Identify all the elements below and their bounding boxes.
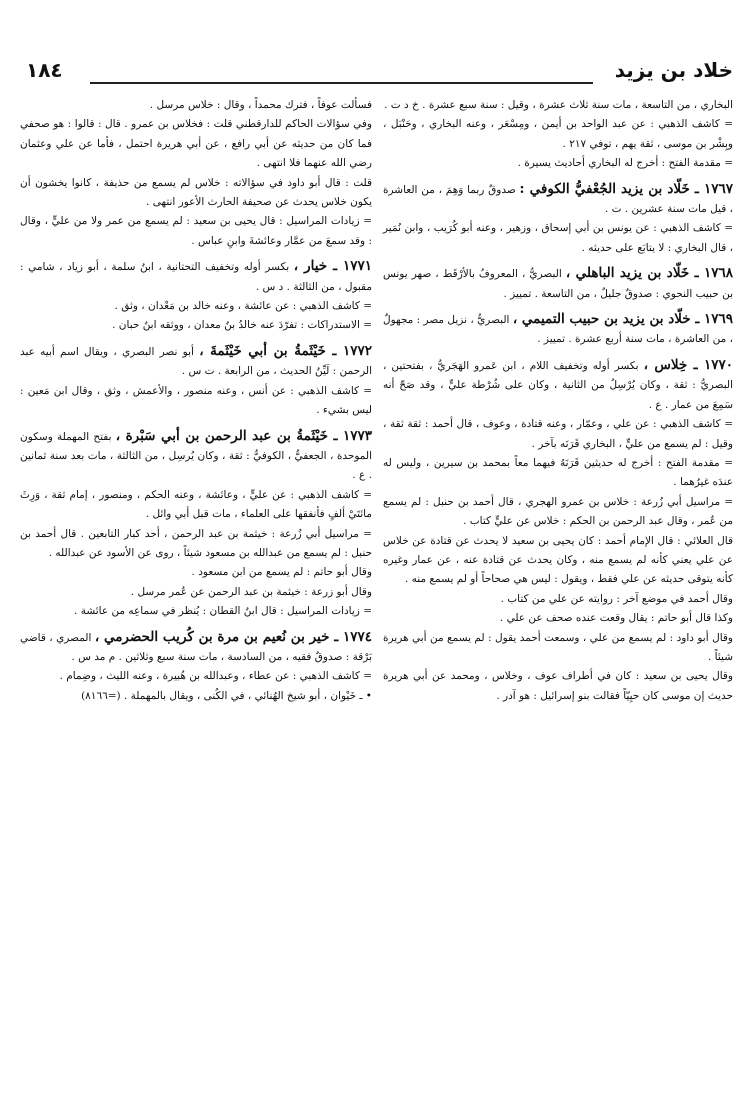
- entry-title: ١٧٦٧ ـ خَلّاد بن يزيد الجُعْفيُّ الكوفي :: [519, 180, 734, 197]
- entry-paragraph: [383, 180, 733, 220]
- entry-title: ١٧٧١ ـ خيار ،: [293, 258, 373, 275]
- entry-title: ١٧٧٢ ـ خَيْثَمةُ بن أبي خَيْثَمةَ ،: [199, 342, 372, 359]
- text-paragraph: = كاشف الذهبي : عن عبد الواحد بن أيمن ، ومِسْعَر ، وعنه البخاري ، وحَنْبَل ، وبِشْر بن موسى ، ثقة يهم ، توفي ٢١٧ .: [383, 118, 733, 150]
- entry-title: ١٧٧٣ ـ خَيْثَمةُ بن عبد الرحمن بن أبي سَبْرة ،: [115, 427, 372, 444]
- text-paragraph: = الاستدراكات : تفرّدَ عنه خالدُ بنُ معدان ، ووثقه ابنُ حبان .: [112, 319, 372, 332]
- text-paragraph: = كاشف الذهبي : عن أنس ، وعنه منصور ، والأعمش ، وثق ، وقال ابن مَعين : ليس بشيء .: [20, 384, 372, 417]
- text-paragraph: = كاشف الذهبي : عن عائشة ، وعنه خالد بن مَعْدان ، وثق .: [114, 300, 372, 313]
- entry-text: صدوقٌ ربما وَهِمَ ، من العاشرة ، قيل مات سنة عشرين . ت .: [383, 183, 733, 216]
- entry-text: بفتح المهملة وسكون الموحدة ، الجعفيُّ ، الكوفيُّ : ثقة ، وكان يُرسِل ، من الثالثة ، مات بعد سنة ثمانين . ع .: [20, 430, 372, 482]
- right-column: [383, 96, 733, 706]
- entry-text: بكسر أوله وتخفيف اللام ، ابن عَمرو الهَجَريُّ ، بفتحتين ، البصريُّ : ثقة ، وكان يُرْسِلُ من الثانية ، وكان على شُرْطة عليٍّ ، وقد صَحّ أنه سَمِعَ من عمار . ع .: [383, 359, 733, 411]
- text-paragraph: وقال أبو زرعة : خيثمة بن عبد الرحمن عن عُمر مرسل .: [130, 585, 372, 598]
- entry-text: البصريُّ ، المعروفُ بالأرْقَط ، صهر يونس بن حبيب النحوي : صدوقٌ جليلٌ ، من التاسعة . تمييز .: [383, 268, 733, 300]
- entry-text: بكسر أوله وتخفيف التحتانية ، ابنُ سلمة ، أبو زياد ، شامي : مقبول ، من الثالثة . د س .: [20, 261, 372, 293]
- text-paragraph: وقال أبو حاتم : لم يسمع من ابن مسعود .: [191, 566, 372, 579]
- text-paragraph: وفي سؤالات الحاكم للدارقطني قلت : فخلاس بن عمرو . قال : قالوا : هو صحفي فما كان من حديثه عن أبي رافع ، عن أبي هريرة احتمل ، فأما عن علي وعثمان رضي الله عنهما فلا انتهى .: [20, 118, 372, 170]
- entry-paragraph: [383, 264, 733, 304]
- text-paragraph: = زيادات المراسيل : قال ابنُ القطان : يُنظر في سماعِه من عائشة .: [74, 605, 372, 618]
- text-paragraph: وقال يحيى بن سعيد : كان في أطراف عوف ، وخلاس ، ومحمد عن أبي هريرة حديث إن موسى كان حيِيّاً فقالت بنو إسرائيل : هو آدر .: [383, 670, 733, 702]
- entry-title: ١٧٦٩ ـ خلّاد بن يزيد بن حبيب التميمي ،: [512, 311, 733, 328]
- text-paragraph: البخاري ، من التاسعة ، مات سنة ثلاث عشرة ، وقيل : سنة سبع عشرة . خ د ت .: [384, 99, 733, 111]
- text-paragraph: = مراسيل أبي زُرعة : خيثمة بن عبد الرحمن ، أحد كبار التابعين . قال أحمد بن حنبل : لم يسمع من عبدالله بن مسعود شيئاً ، روى عن الأسود عن عبدالله .: [20, 527, 372, 559]
- text-paragraph: = كاشف الذهبي : عن عليٍّ ، وعائشة ، وعنه الحكم ، ومنصور ، إمام ثقة ، وَرِثَ مائتَيْ ألفٍ فأنفقها على العلماء ، مات قبل أبي وائل .: [20, 488, 372, 521]
- text-paragraph: قال العلائي : قال الإمام أحمد : كان يحيى بن سعيد لا يحدث عن قتادة عن خلاس عن علي يعني كأنه لم يسمع منه ، وكان يحدث عن قتادة عنه ، عن عمار وغيره كأنه يتوقى حديثه عن علي فقط ، ويقول : ليس هي صحاحاً أو لم يسمع منه .: [383, 534, 733, 586]
- text-paragraph: = مراسيل أبي زُرعة : خلاس بن عمرو الهجري ، قال أحمد بن حنبل : لم يسمع من عُمر ، وقال عبد الرحمن بن الحكم : خلاس عن عليٍّ كتاب .: [383, 495, 733, 528]
- text-paragraph: • ـ خَيْوان ، أبو شيخ الهُنائي ، في الكُنى ، ويقال بالمهملة . (=٨١٦٦): [81, 689, 372, 702]
- entry-paragraph: [20, 257, 372, 297]
- text-paragraph: = زيادات المراسيل : قال يحيى بن سعيد : لم يسمع من عمر ولا من عليٍّ ، وقال : وقد سمعَ من عمَّار وعائشةَ وابنِ عباس .: [20, 215, 372, 247]
- entry-title: ١٧٦٨ ـ خَلّاد بن يزيد الباهلي ،: [565, 265, 734, 282]
- page-header: [20, 58, 733, 98]
- text-paragraph: = كاشف الذهبي : عن علي ، وعمّار ، وعنه قتادة ، وعوف ، قال أحمد : ثقة ثقة ، وقيل : لم يسمع من عليٍّ ، البخاري قَرَنَه بآخر .: [383, 418, 733, 450]
- header-rule: [90, 82, 593, 84]
- entry-text: أبو نصر البصري ، ويقال اسم أبيه عبد الرحمن : لَيِّنُ الحديث ، من الرابعة . ت س .: [20, 345, 372, 378]
- text-paragraph: = كاشف الذهبي : عن عطاء ، وعبدالله بن هُبيرة ، وعنه الليث ، وضِمام .: [59, 670, 372, 683]
- entry-text: المصري ، قاضي بَرْقة : صدوقٌ فقيه ، من السادسة ، مات سنة سبع وثلاثين . م مد س .: [20, 631, 372, 663]
- text-paragraph: = مقدمة الفتح : أخرج له البخاري أحاديث يسيرة .: [517, 157, 733, 170]
- entry-title: ١٧٧٠ ـ خِلاس ،: [643, 356, 733, 373]
- text-paragraph: وقال أبو داود : لم يسمع من علي ، وسمعت أحمد يقول : لم يسمع من أبي هريرة شيئاً .: [383, 631, 733, 663]
- page-number: ١٨٤: [26, 58, 63, 82]
- running-head: خلاد بن يزيد: [614, 58, 733, 82]
- entry-paragraph: [20, 628, 372, 668]
- entry-text: البصريُّ ، نزيل مصر : مجهولٌ ، من العاشرة ، مات سنة أربع عشرة . تمييز .: [383, 314, 733, 346]
- entry-paragraph: [383, 356, 733, 415]
- left-column: [20, 96, 372, 706]
- text-paragraph: قلت : قال أبو داود في سؤالاته : خلاس لم يسمع من حذيفة ، كانوا يخشون أن يكون خلاس يحدث عن صحيفة الحارث الأعور انتهى .: [20, 176, 372, 209]
- entry-paragraph: [20, 427, 372, 486]
- text-paragraph: وكذا قال أبو حاتم : يقال وقعت عنده صحف عن علي .: [499, 612, 733, 625]
- text-paragraph: فسألت عوفاً ، فترك محمداً ، وقال : خلاس مرسل .: [149, 99, 372, 111]
- entry-paragraph: [20, 342, 372, 382]
- entry-paragraph: [383, 310, 733, 350]
- text-paragraph: وقال أحمد في موضع آخر : روايته عن علي من كتاب .: [500, 592, 733, 605]
- entry-title: ١٧٧٤ ـ خير بن نُعيم بن مرة بن كُريب الحضرمي ،: [94, 628, 372, 645]
- text-paragraph: = مقدمة الفتح : أخرج له حديثين قَرَنَهُ فيهما معاً بمحمد بن سيرين ، وليس له عندَه غيرُهما .: [383, 456, 733, 489]
- text-paragraph: = كاشف الذهبي : عن يونس بن أبي إسحاق ، وزهير ، وعنه أبو كُرَيب ، وابن نُمَير ، قال البخاري : لا يتابَع على حديثه .: [383, 222, 733, 254]
